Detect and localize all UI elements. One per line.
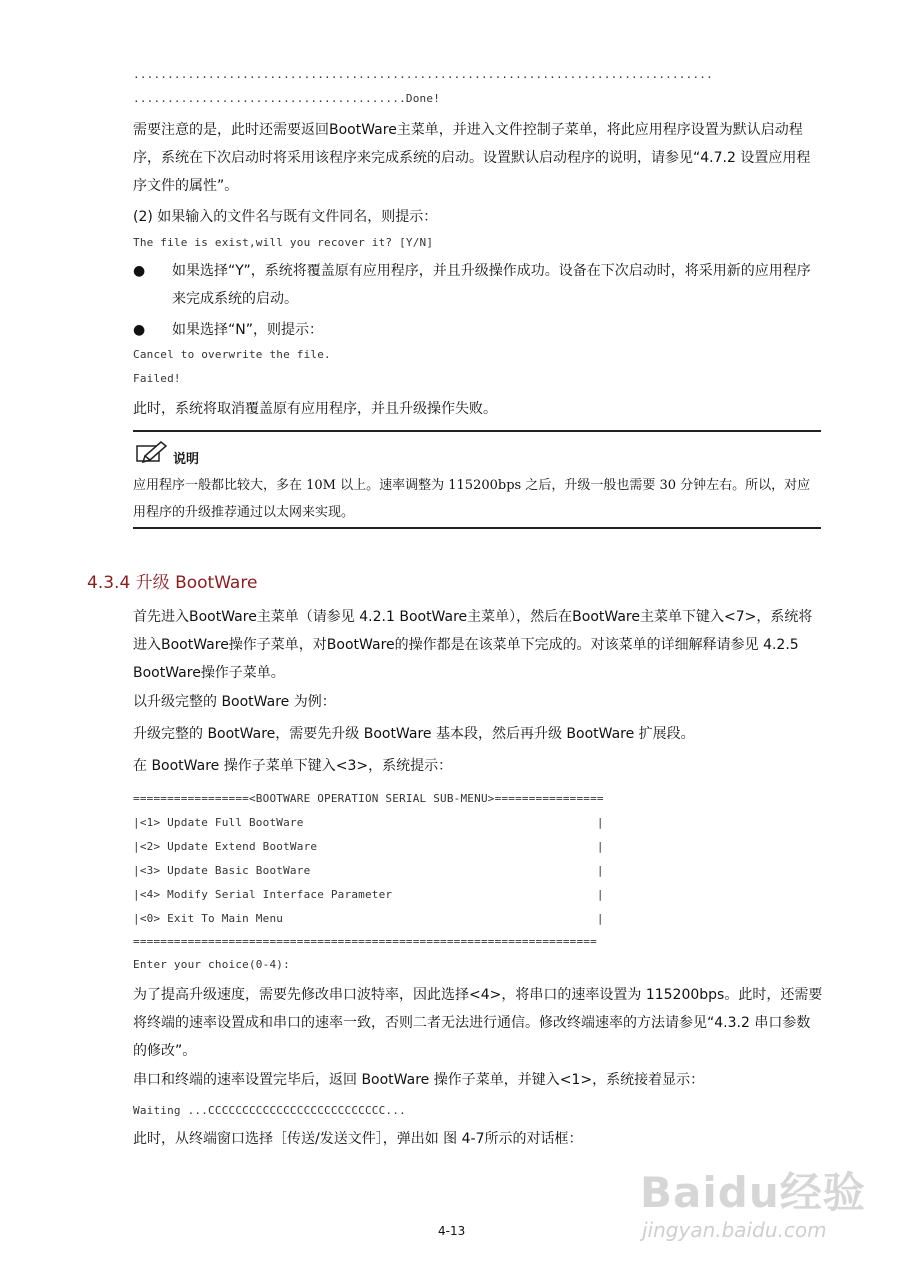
menu-line-1: |<1> Update Full BootWare |	[133, 816, 604, 829]
code-waiting: Waiting ...CCCCCCCCCCCCCCCCCCCCCCCCCC...	[133, 1104, 406, 1117]
paragraph-fail: 此时，系统将取消覆盖原有应用程序，并且升级操作失败。	[133, 401, 497, 417]
watermark-url: jingyan.baidu.com	[642, 1218, 827, 1242]
menu-line-2: |<2> Update Extend BootWare |	[133, 840, 604, 853]
menu-line-4: |<4> Modify Serial Interface Parameter |	[133, 888, 604, 901]
note-pencil-icon	[135, 438, 169, 464]
paragraph-example: 以升级完整的 BootWare 为例：	[133, 694, 336, 710]
menu-line-footer: ====================================================================	[133, 935, 597, 948]
paragraph-after: 串口和终端的速率设置完毕后，返回 BootWare 操作子菜单，并键入<1>，系统接着显示：	[133, 1072, 705, 1088]
watermark-logo: Baidu经验	[640, 1168, 866, 1217]
code-done-line: ........................................Done!	[133, 92, 441, 105]
menu-line-0: |<0> Exit To Main Menu |	[133, 912, 604, 925]
code-dots-line: .....................................................................................	[133, 68, 713, 81]
menu-line-3: |<3> Update Basic BootWare |	[133, 864, 604, 877]
section-heading: 4.3.4 升级 BootWare	[87, 573, 258, 593]
note-text: 应用程序一般都比较大，多在 10M 以上。速率调整为 115200bps 之后，升级一般也需要 30 分钟左右。所以，对应用程序的升级推荐通过以太网来实现。	[133, 478, 811, 520]
note-label: 说明	[173, 452, 200, 467]
page-number: 4-13	[438, 1224, 466, 1238]
code-enter-choice: Enter your choice(0-4):	[133, 958, 290, 971]
paragraph-dialog: 此时，从终端窗口选择［传送/发送文件］，弹出如 图 4-7所示的对话框：	[133, 1131, 583, 1147]
list-item-2: (2) 如果输入的文件名与既有文件同名，则提示：	[133, 209, 438, 225]
bullet-choose-n: 如果选择“N”，则提示：	[172, 322, 323, 338]
bullet-dot-y: ●	[133, 263, 146, 279]
note-top-rule	[133, 430, 821, 432]
paragraph-set-default: 需要注意的是，此时还需要返回BootWare主菜单，并进入文件控制子菜单，将此应用程序设置为默认启动程序，系统在下次启动时将采用该程序来完成系统的启动。设置默认启动程序的说明，请参见“4.7.2 设置应用程序文件的属性”。	[133, 122, 811, 194]
paragraph-key3: 在 BootWare 操作子菜单下键入<3>，系统提示：	[133, 758, 453, 774]
bullet-dot-n: ●	[133, 322, 146, 338]
menu-line-header: =================<BOOTWARE OPERATION SERIAL SUB-MENU>================	[133, 792, 604, 805]
code-cancel: Cancel to overwrite the file.	[133, 348, 331, 361]
bullet-choose-y: 如果选择“Y”，系统将覆盖原有应用程序，并且升级操作成功。设备在下次启动时，将采用新的应用程序来完成系统的启动。	[172, 263, 811, 307]
paragraph-speed: 为了提高升级速度，需要先修改串口波特率，因此选择<4>，将串口的速率设置为 115200bps。此时，还需要将终端的速率设置成和串口的速率一致，否则二者无法进行通信。修改终端速率的方法请参见“4.3.2 串口参数的修改”。	[133, 987, 823, 1059]
paragraph-intro: 首先进入BootWare主菜单（请参见 4.2.1 BootWare主菜单），然后在BootWare主菜单下键入<7>，系统将进入BootWare操作子菜单，对BootWare的操作都是在该菜单下完成的。对该菜单的详细解释请参见 4.2.5 BootWare操作子菜单。	[133, 609, 813, 681]
code-file-exist: The file is exist,will you recover it? [Y/N]	[133, 236, 434, 249]
code-failed: Failed!	[133, 372, 181, 385]
paragraph-full-upgrade: 升级完整的 BootWare，需要先升级 BootWare 基本段，然后再升级 BootWare 扩展段。	[133, 726, 695, 742]
baidu-watermark	[640, 1150, 880, 1260]
note-bottom-rule	[133, 527, 821, 529]
